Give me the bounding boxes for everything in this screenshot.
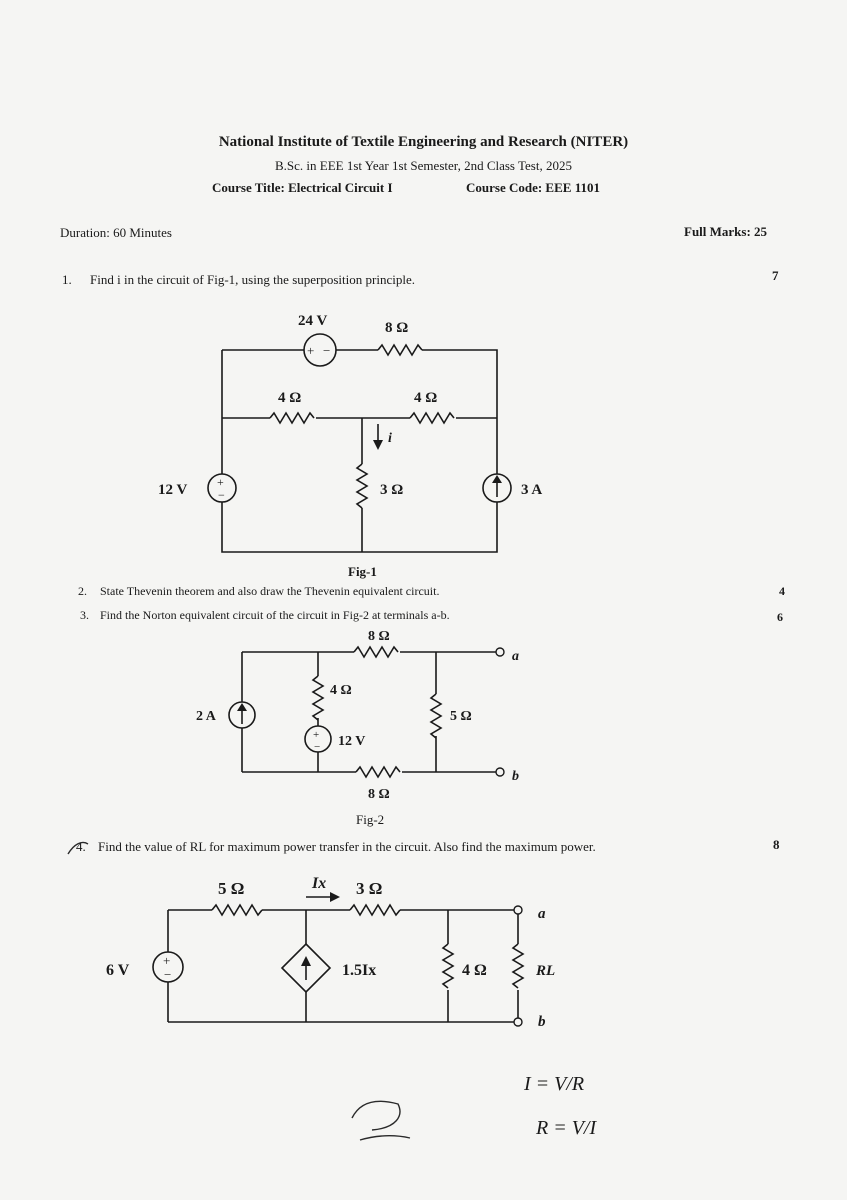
fig2-label-12v: 12 V <box>338 734 366 749</box>
fig4-resistor-3 <box>350 905 400 915</box>
fig2-voltage-source-12v <box>305 726 331 753</box>
question-4-text: Find the value of RL for maximum power transfer in the circuit. Also find the maximum power. <box>98 839 596 854</box>
question-3-text: Find the Norton equivalent circuit of the circuit in Fig-2 at terminals a-b. <box>100 608 450 622</box>
fig1-label-4ohm-left: 4 Ω <box>278 390 302 406</box>
question-3-marks: 6 <box>777 610 783 624</box>
fig1-label-3ohm: 3 Ω <box>380 482 404 498</box>
fig2-resistor-8-bottom <box>356 767 400 777</box>
fig4-label-5ohm: 5 Ω <box>218 879 245 898</box>
fig2-caption: Fig-2 <box>356 812 385 827</box>
fig4-resistor-4 <box>443 944 453 988</box>
svg-text:+: + <box>313 729 320 741</box>
fig2-label-2a: 2 A <box>196 709 216 724</box>
question-2-text: State Thevenin theorem and also draw the Thevenin equivalent circuit. <box>100 584 440 598</box>
fig2-resistor-4 <box>313 676 323 720</box>
fig2-label-8ohm-bottom: 8 Ω <box>368 787 390 802</box>
svg-text:+: + <box>163 953 171 968</box>
fig2-current-source-2a <box>229 702 255 728</box>
fig2-terminal-a <box>496 648 504 656</box>
handwritten-scribble <box>352 1101 410 1140</box>
fig1-voltage-source-24v <box>304 334 336 366</box>
full-marks: Full Marks: 25 <box>684 224 768 239</box>
question-2-marks: 4 <box>779 584 785 598</box>
fig1-resistor-4-right <box>410 413 454 423</box>
svg-text:−: − <box>218 488 225 502</box>
fig4-circuit <box>106 875 555 1030</box>
fig2-resistor-5 <box>431 694 441 738</box>
svg-text:−: − <box>323 343 331 358</box>
institute-title: National Institute of Textile Engineering and Research (NITER) <box>218 134 629 150</box>
fig2-label-b: b <box>512 769 519 784</box>
duration: Duration: 60 Minutes <box>60 225 172 240</box>
fig2-terminal-b <box>496 768 504 776</box>
fig2-resistor-8-top <box>354 647 398 657</box>
fig4-label-3ohm: 3 Ω <box>356 879 383 898</box>
fig1-resistor-8 <box>378 345 422 355</box>
fig4-label-dep: 1.5Ix <box>342 962 377 979</box>
fig1-current-source-3a <box>483 474 511 502</box>
fig4-voltage-source-6v <box>153 952 183 982</box>
question-2-number: 2. <box>78 584 87 598</box>
question-1-number: 1. <box>62 272 72 287</box>
svg-text:+: + <box>307 343 315 358</box>
fig4-label-b: b <box>538 1014 546 1030</box>
fig1-resistor-4-left <box>270 413 314 423</box>
fig2-label-4ohm: 4 Ω <box>330 683 352 698</box>
fig4-terminal-b <box>514 1018 522 1026</box>
svg-text:−: − <box>164 967 172 982</box>
svg-text:+: + <box>217 475 224 489</box>
fig1-caption: Fig-1 <box>348 564 377 579</box>
handwritten-formula-1: I = V/R <box>524 1073 585 1095</box>
question-4-marks: 8 <box>773 837 780 852</box>
fig1-label-i: i <box>388 431 392 446</box>
question-4-number: 4. <box>76 839 86 854</box>
handwritten-tick <box>68 842 88 854</box>
fig1-label-12v: 12 V <box>158 482 188 498</box>
program-line: B.Sc. in EEE 1st Year 1st Semester, 2nd Class Test, 2025 <box>275 158 572 173</box>
fig1-label-3a: 3 A <box>521 482 543 498</box>
fig2-label-5ohm: 5 Ω <box>450 709 472 724</box>
question-1-marks: 7 <box>772 268 779 283</box>
fig4-label-6v: 6 V <box>106 962 130 979</box>
fig4-label-ix: Ix <box>312 875 327 892</box>
course-title: Course Title: Electrical Circuit I <box>212 180 393 195</box>
fig4-dependent-current-source <box>282 944 330 992</box>
course-code: Course Code: EEE 1101 <box>466 180 600 195</box>
fig2-label-8ohm-top: 8 Ω <box>368 629 390 644</box>
fig2-circuit <box>196 629 519 827</box>
question-3-number: 3. <box>80 608 89 622</box>
svg-text:−: − <box>314 741 321 753</box>
fig4-terminal-a <box>514 906 522 914</box>
fig4-load-resistor <box>513 944 523 988</box>
fig1-voltage-source-12v <box>208 474 236 502</box>
fig4-label-a: a <box>538 906 546 922</box>
fig1-resistor-3 <box>357 464 367 508</box>
question-1-text: Find i in the circuit of Fig-1, using the superposition principle. <box>90 272 415 287</box>
fig1-label-4ohm-right: 4 Ω <box>414 390 438 406</box>
fig4-resistor-5 <box>212 905 262 915</box>
fig4-label-4ohm: 4 Ω <box>462 962 487 979</box>
handwritten-formula-2: R = V/I <box>536 1117 597 1139</box>
fig1-circuit <box>158 313 542 579</box>
fig1-label-24v: 24 V <box>298 313 328 329</box>
fig4-label-rl: RL <box>536 963 556 979</box>
fig1-label-8ohm: 8 Ω <box>385 320 409 336</box>
fig2-label-a: a <box>512 649 519 664</box>
